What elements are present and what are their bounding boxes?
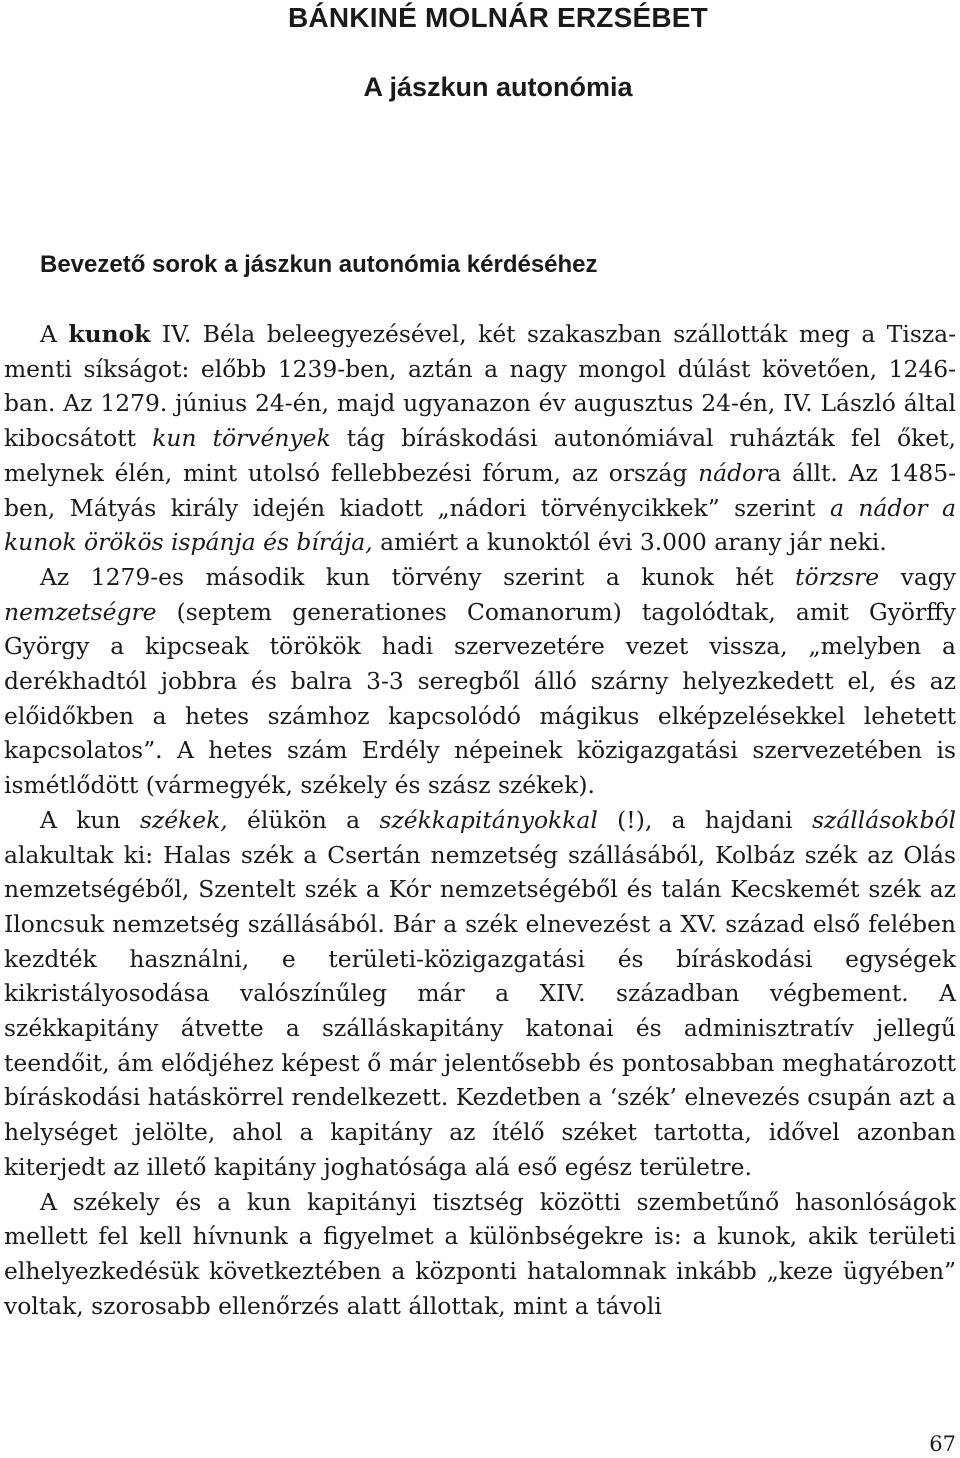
p1-text-5: amiért a kunoktól évi 3.000 arany jár neki. (372, 528, 887, 557)
p1-text-4: a állt. Az 1485-ben, Mátyás király idején kiadott „nádori törvénycikkek” szerint (4, 458, 957, 522)
p1-text-3: tág bíráskodási autonómiával ruházták fel őket, melynek élén, mint utolsó fellebbezési fórum, az ország (4, 424, 956, 487)
author-name: BÁNKINÉ MOLNÁR ERZSÉBET (288, 2, 708, 33)
p2-italic-torzsre: törzsre (795, 562, 880, 591)
section-heading: Bevezető sorok a jászkun autonómia kérdéséhez (40, 251, 598, 278)
p1-italic-nador: nádor (698, 458, 768, 487)
p1-text-1: A (40, 320, 69, 348)
p2-text-2: vagy (879, 562, 956, 591)
paragraph-3 (4, 803, 956, 1185)
paragraph-2 (4, 560, 956, 803)
p1-bold-kunok: kunok (68, 320, 151, 348)
p3-text-3: (!), a hajdani (597, 805, 813, 834)
p2-text-1: Az 1279-es második kun törvény szerint a kunok hét (40, 562, 796, 591)
body-text (4, 317, 956, 1323)
paragraph-1 (4, 317, 956, 560)
p3-text-4: alakultak ki: Halas szék a Csertán nemzetség szállásából, Kolbáz szék az Olás nemzetségéből, Szentelt szék a Kór nemzetségéből és talán Kecskemét szék az Iloncsuk nemzetség szállásából. Bár a szék elnevezést a XV. század első felében kezdték használni, e területi-közigazgatási és bíráskodási egységek kikristályosodása valószínűleg már a XIV. században végbement. A székkapitány átvette a szálláskapitány katonai és adminisztratív jellegű teendőit, ám elődjéhez képest ő már jelentősebb és pontosabban meghatározott bíráskodási hatáskörrel rendelkezett. Kezdetben a ‘szék’ elnevezés csupán azt a helységet jelölte, ahol a kapitány az ítélő széket tartotta, idővel azonban kiterjedt az illető kapitány joghatósága alá eső egész területre. (4, 840, 956, 1181)
p3-text-1: A kun (40, 805, 140, 834)
p3-italic-szekkapitanyokkal: székkapitányokkal (379, 805, 598, 834)
article-title: A jászkun autonómia (363, 72, 633, 102)
p2-italic-nemzetsegre: nemzetségre (4, 597, 157, 626)
p4-text-1: A székely és a kun kapitányi tisztség közötti szembetűnő hasonlóságok mellett fel kell hívnunk a figyelmet a különbségekre is: a kunok, akik területi elhelyezkedésük következtében a központi hatalomnak inkább „keze ügyében” voltak, szorosabb ellenőrzés alatt állottak, mint a távoli (4, 1187, 956, 1320)
paragraph-4 (4, 1185, 956, 1324)
p3-italic-szallasokbol: szállásokból (812, 805, 956, 834)
p3-italic-szekek: székek, (139, 805, 228, 834)
page-number: 67 (929, 1432, 956, 1456)
p1-text-2: IV. Béla beleegyezésével, két szakaszban szállották meg a Tisza-menti síkságot: előbb 1239-ben, aztán a nagy mongol dúlást követően, 1246-ban. Az 1279. június 24-én, majd ugyanazon év augusztus 24-én, IV. László által kibocsátott (4, 320, 957, 453)
p1-italic-kun-torvenyek: kun törvények (152, 424, 331, 453)
p1-italic-quote: a nádor a kunok örökös ispánja és bírája, (4, 493, 957, 557)
p3-text-2: élükön a (227, 805, 380, 834)
p2-text-3: (septem generationes Comanorum) tagolódtak, amit Györffy György a kipcseak törökök hadi szervezetére vezet vissza, „melyben a derékhadtól jobbra és balra 3-3 seregből álló szárny helyezkedett el, és az előidőkben a hetes számhoz kapcsolódó mágikus elképzelésekkel lehetett kapcsolatos”. A hetes szám Erdély népeinek közigazgatási szervezetében is ismétlődött (vármegyék, székely és szász székek). (4, 597, 956, 800)
